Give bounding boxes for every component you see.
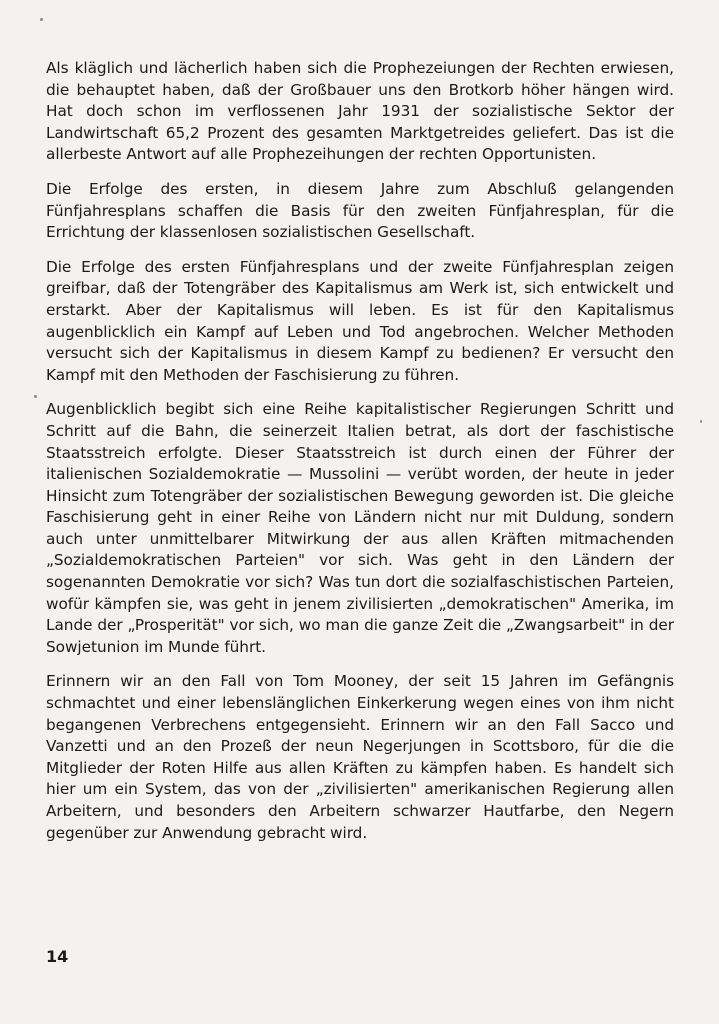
paragraph-2: Die Erfolge des ersten, in diesem Jahre zum Abschluß gelangenden Fünfjahresplans schaffen die Basis für den zweiten Fünfjahresplan, für die Errichtung der klassenlosen sozialistischen Gesellschaft.: [46, 179, 674, 242]
paragraph-5: Erinnern wir an den Fall von Tom Mooney, der seit 15 Jahren im Gefängnis schmachtet und einer lebenslänglichen Einkerkerung wegen eines von ihm nicht begangenen Verbrechens entgegensieht. Erinnern wir an den Fall Sacco und Vanzetti und an den Prozeß der neun Negerjungen in Scottsboro, für die die Mitglieder der Roten Hilfe aus allen Kräften zu kämpfen haben. Es handelt sich hier um ein System, das von der „zivilisierten" amerikanischen Regierung allen Arbeitern, und besonders den Arbeitern schwarzer Hautfarbe, den Negern gegenüber zur Anwendung gebracht wird.: [46, 672, 674, 842]
page-number: 14: [46, 947, 69, 966]
paragraph-1: Als kläglich und lächerlich haben sich die Prophezeiungen der Rechten erwiesen, die behauptet haben, daß der Großbauer uns den Brotkorb höher hängen wird. Hat doch schon im verflossenen Jahr 1931 der sozialistische Sektor der Landwirtschaft 65,2 Prozent des gesamten Marktgetreides geliefert. Das ist die allerbeste Antwort auf alle Prophezeihungen der rechten Opportunisten.: [46, 59, 674, 164]
paper-speck: [40, 18, 43, 21]
paragraph-4: Augenblicklich begibt sich eine Reihe kapitalistischer Regierungen Schritt und Schritt auf die Bahn, die seinerzeit Italien betrat, als dort der faschistische Staatsstreich erfolgte. Dieser Staatsstreich ist durch einen der Führer der italienischen Sozialdemokratie — Mussolini — verübt worden, der heute in jeder Hinsicht zum Totengräber der sozialistischen Bewegung geworden ist. Die gleiche Faschisierung geht in einer Reihe von Ländern nicht nur mit Duldung, sondern auch unter unmittelbarer Mitwirkung der aus allen Kräften mitmachenden „Sozialdemokratischen Parteien" vor sich. Was geht in den Ländern der sogenannten Demokratie vor sich? Was tun dort die sozialfaschistischen Parteien, wofür kämpfen sie, was geht in jenem zivilisierten „demokratischen" Amerika, im Lande der „Prosperität" vor sich, wo man die ganze Zeit die „Zwangsarbeit" in der Sowjetunion im Munde führt.: [46, 400, 674, 656]
page-body: [46, 58, 674, 857]
paragraph-3: Die Erfolge des ersten Fünfjahresplans und der zweite Fünfjahresplan zeigen greifbar, daß der Totengräber des Kapitalismus am Werk ist, sich entwickelt und erstarkt. Aber der Kapitalismus will leben. Es ist für den Kapitalismus augenblicklich ein Kampf auf Leben und Tod angebrochen. Welcher Methoden versucht sich der Kapitalismus in diesem Kampf zu bedienen? Er versucht den Kampf mit den Methoden der Faschisierung zu führen.: [46, 257, 674, 384]
paper-speck: [700, 420, 702, 423]
paper-speck: [34, 395, 37, 398]
